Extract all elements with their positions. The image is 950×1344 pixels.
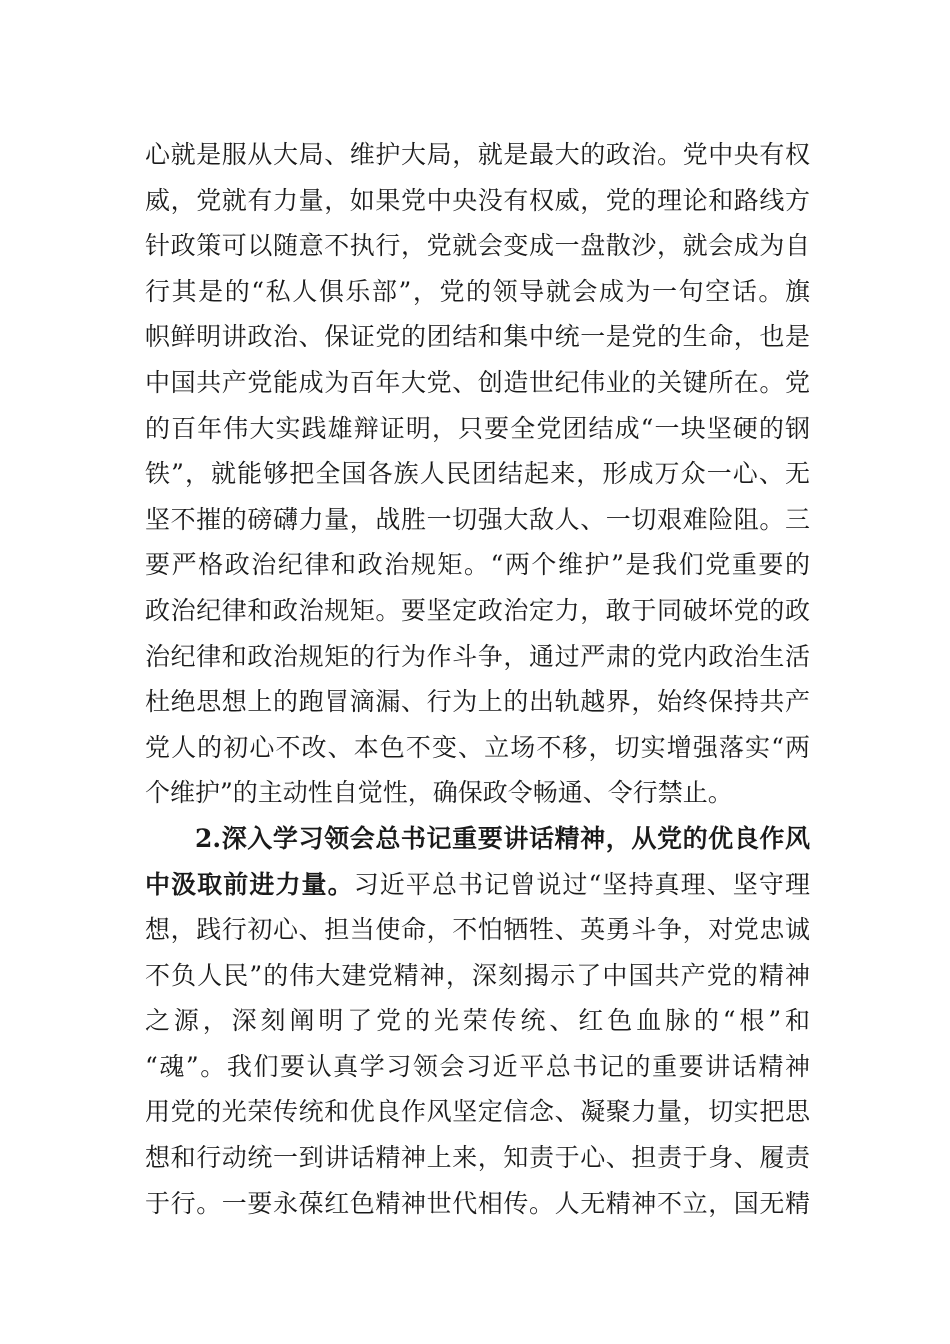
text-line: 用党的光荣传统和优良作风坚定信念、凝聚力量，切实把思 — [145, 1097, 810, 1127]
text-line: 不负人民”的伟大建党精神，深刻揭示了中国共产党的精神 — [145, 960, 810, 990]
paragraph-2 — [145, 816, 810, 1226]
text-line: 于行。一要永葆红色精神世代相传。人无精神不立，国无精 — [145, 1188, 810, 1218]
text-line: 坚不摧的磅礴力量，战胜一切强大敌人、一切艰难险阻。三 — [145, 504, 810, 534]
text-line: 政治纪律和政治规矩。要坚定政治定力，敢于同破坏党的政 — [145, 595, 810, 625]
text-line: 要严格政治纪律和政治规矩。“两个维护”是我们党重要的 — [145, 550, 810, 580]
text-line: 个维护”的主动性自觉性，确保政令畅通、令行禁止。 — [145, 778, 733, 808]
text-line: 威，党就有力量，如果党中央没有权威，党的理论和路线方 — [145, 185, 810, 215]
document-page — [145, 132, 810, 1226]
text-line: 中国共产党能成为百年大党、创造世纪伟业的关键所在。党 — [145, 367, 810, 397]
text-line: 帜鲜明讲政治、保证党的团结和集中统一是党的生命，也是 — [145, 322, 810, 352]
text-line-rest: 习近平总书记曾说过“坚持真理、坚守理 — [353, 869, 810, 899]
text-line: 的百年伟大实践雄辩证明，只要全党团结成“一块坚硬的钢 — [145, 413, 810, 443]
section-heading-continuation: 中汲取前进力量。 — [145, 869, 354, 899]
text-line: 想，践行初心、担当使命，不怕牺牲、英勇斗争，对党忠诚 — [145, 915, 810, 945]
text-line: 铁”，就能够把全国各族人民团结起来，形成万众一心、无 — [145, 459, 810, 489]
text-line: 党人的初心不改、本色不变、立场不移，切实增强落实“两 — [145, 732, 810, 762]
section-heading: 2.深入学习领会总书记重要讲话精神，从党的优良作风 — [195, 823, 810, 853]
text-line: 杜绝思想上的跑冒滴漏、行为上的出轨越界，始终保持共产 — [145, 687, 810, 717]
text-line: 行其是的“私人俱乐部”，党的领导就会成为一句空话。旗 — [145, 276, 810, 306]
text-line: 治纪律和政治规矩的行为作斗争，通过严肃的党内政治生活 — [145, 641, 810, 671]
text-line — [145, 862, 810, 908]
text-line: “魂”。我们要认真学习领会习近平总书记的重要讲话精神 — [145, 1051, 810, 1081]
paragraph-1 — [145, 132, 810, 816]
text-line: 针政策可以随意不执行，党就会变成一盘散沙，就会成为自 — [145, 231, 810, 261]
text-line: 想和行动统一到讲话精神上来，知责于心、担责于身、履责 — [145, 1143, 810, 1173]
text-line: 心就是服从大局、维护大局，就是最大的政治。党中央有权 — [145, 140, 810, 169]
text-line: 之源，深刻阐明了党的光荣传统、红色血脉的“根”和 — [145, 1006, 810, 1036]
